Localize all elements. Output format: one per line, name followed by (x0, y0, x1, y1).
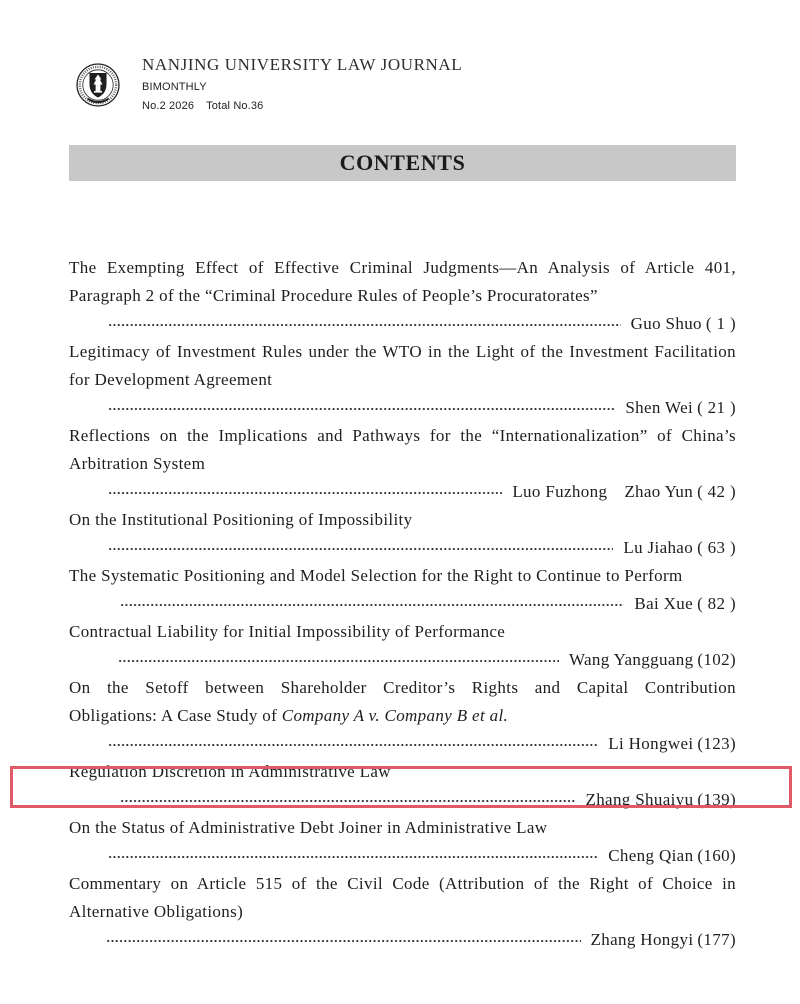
author-name: Li Hongwei (608, 734, 694, 753)
page-number: (160) (697, 846, 736, 865)
entry-title-line: Contractual Liability for Initial Impossibility of Performance (69, 622, 506, 641)
entry-title-italic: Company A v. Company B et al. (281, 706, 509, 725)
entry-author-line (69, 842, 736, 870)
dot-leader (108, 407, 615, 411)
page-number: (123) (697, 734, 736, 753)
entry-title-line: The Exempting Effect of Effective Criminal Judgments—An Analysis of Article 401, (69, 258, 736, 277)
author-name: Zhang Shuaiyu (585, 790, 694, 809)
highlight-box (10, 766, 792, 808)
dot-leader (120, 603, 624, 607)
author-name: Zhao Yun (624, 482, 694, 501)
author-name: Bai Xue (634, 594, 694, 613)
journal-frequency: BIMONTHLY (142, 81, 207, 93)
author-name: Cheng Qian (608, 846, 694, 865)
toc-entry (69, 254, 736, 338)
contents-heading: CONTENTS (339, 150, 466, 175)
entry-author-line (69, 534, 736, 562)
table-of-contents (69, 254, 736, 954)
toc-entry (69, 674, 736, 758)
entry-title-line: Arbitration System (69, 454, 206, 473)
dot-leader (118, 659, 559, 663)
entry-title-line (69, 702, 736, 730)
toc-entry (69, 338, 736, 422)
toc-entry (69, 506, 736, 562)
page-number: ( 42 ) (697, 482, 736, 501)
entry-title-text: Obligations: A Case Study of (69, 706, 278, 725)
toc-entry (69, 422, 736, 506)
entry-title-line: Legitimacy of Investment Rules under the WTO in the Light of the Investment Facilitation (69, 342, 736, 361)
entry-title-line: Alternative Obligations) (69, 902, 244, 921)
entry-title-line: Commentary on Article 515 of the Civil Code (Attribution of the Right of Choice in (69, 874, 736, 893)
author-name: Lu Jiahao (623, 538, 694, 557)
entry-title-line: Regulation Discretion in Administrative Law (69, 762, 391, 781)
page-number: ( 82 ) (697, 594, 736, 613)
entry-author-line (69, 394, 736, 422)
contents-heading-bar (69, 145, 736, 181)
dot-leader (108, 743, 598, 747)
university-seal-icon (75, 58, 121, 112)
dot-leader (108, 855, 598, 859)
toc-entry (69, 562, 736, 618)
entry-title-line: The Systematic Positioning and Model Selection for the Right to Continue to Perform (69, 566, 683, 585)
entry-author-line (69, 590, 736, 618)
entry-title-line: On the Institutional Positioning of Impossibility (69, 510, 413, 529)
total-number: Total No.36 (206, 100, 264, 112)
dot-leader (106, 939, 581, 943)
entry-title-line: Paragraph 2 of the “Criminal Procedure Rules of People’s Procuratorates” (69, 286, 598, 305)
toc-entry (69, 814, 736, 870)
dot-leader (108, 547, 613, 551)
page-number: (177) (697, 930, 736, 949)
entry-title-line: On the Setoff between Shareholder Creditor’s Rights and Capital Contribution (69, 678, 736, 697)
page-number: ( 1 ) (705, 314, 736, 333)
entry-author-line (69, 730, 736, 758)
author-name: Zhang Hongyi (590, 930, 694, 949)
author-name: Luo Fuzhong (512, 482, 608, 501)
author-name: Guo Shuo (630, 314, 702, 333)
page-number: (139) (697, 790, 736, 809)
dot-leader (108, 323, 621, 327)
entry-title-line: Reflections on the Implications and Pathways for the “Internationalization” of China’s (69, 426, 736, 445)
issue-info (142, 100, 263, 112)
toc-entry (69, 618, 736, 674)
entry-author-line (69, 310, 736, 338)
entry-title-line: for Development Agreement (69, 370, 273, 389)
entry-title-line: On the Status of Administrative Debt Joiner in Administrative Law (69, 818, 548, 837)
toc-entry (69, 870, 736, 954)
author-name: Shen Wei (625, 398, 694, 417)
author-name: Wang Yangguang (569, 650, 694, 669)
page-number: ( 63 ) (697, 538, 736, 557)
page-number: ( 21 ) (697, 398, 736, 417)
journal-title: NANJING UNIVERSITY LAW JOURNAL (142, 55, 463, 74)
entry-author-line (69, 646, 736, 674)
entry-author-line (69, 478, 736, 506)
dot-leader (108, 491, 502, 495)
issue-number: No.2 2026 (142, 100, 195, 112)
page-number: (102) (697, 650, 736, 669)
entry-author-line (69, 926, 736, 954)
